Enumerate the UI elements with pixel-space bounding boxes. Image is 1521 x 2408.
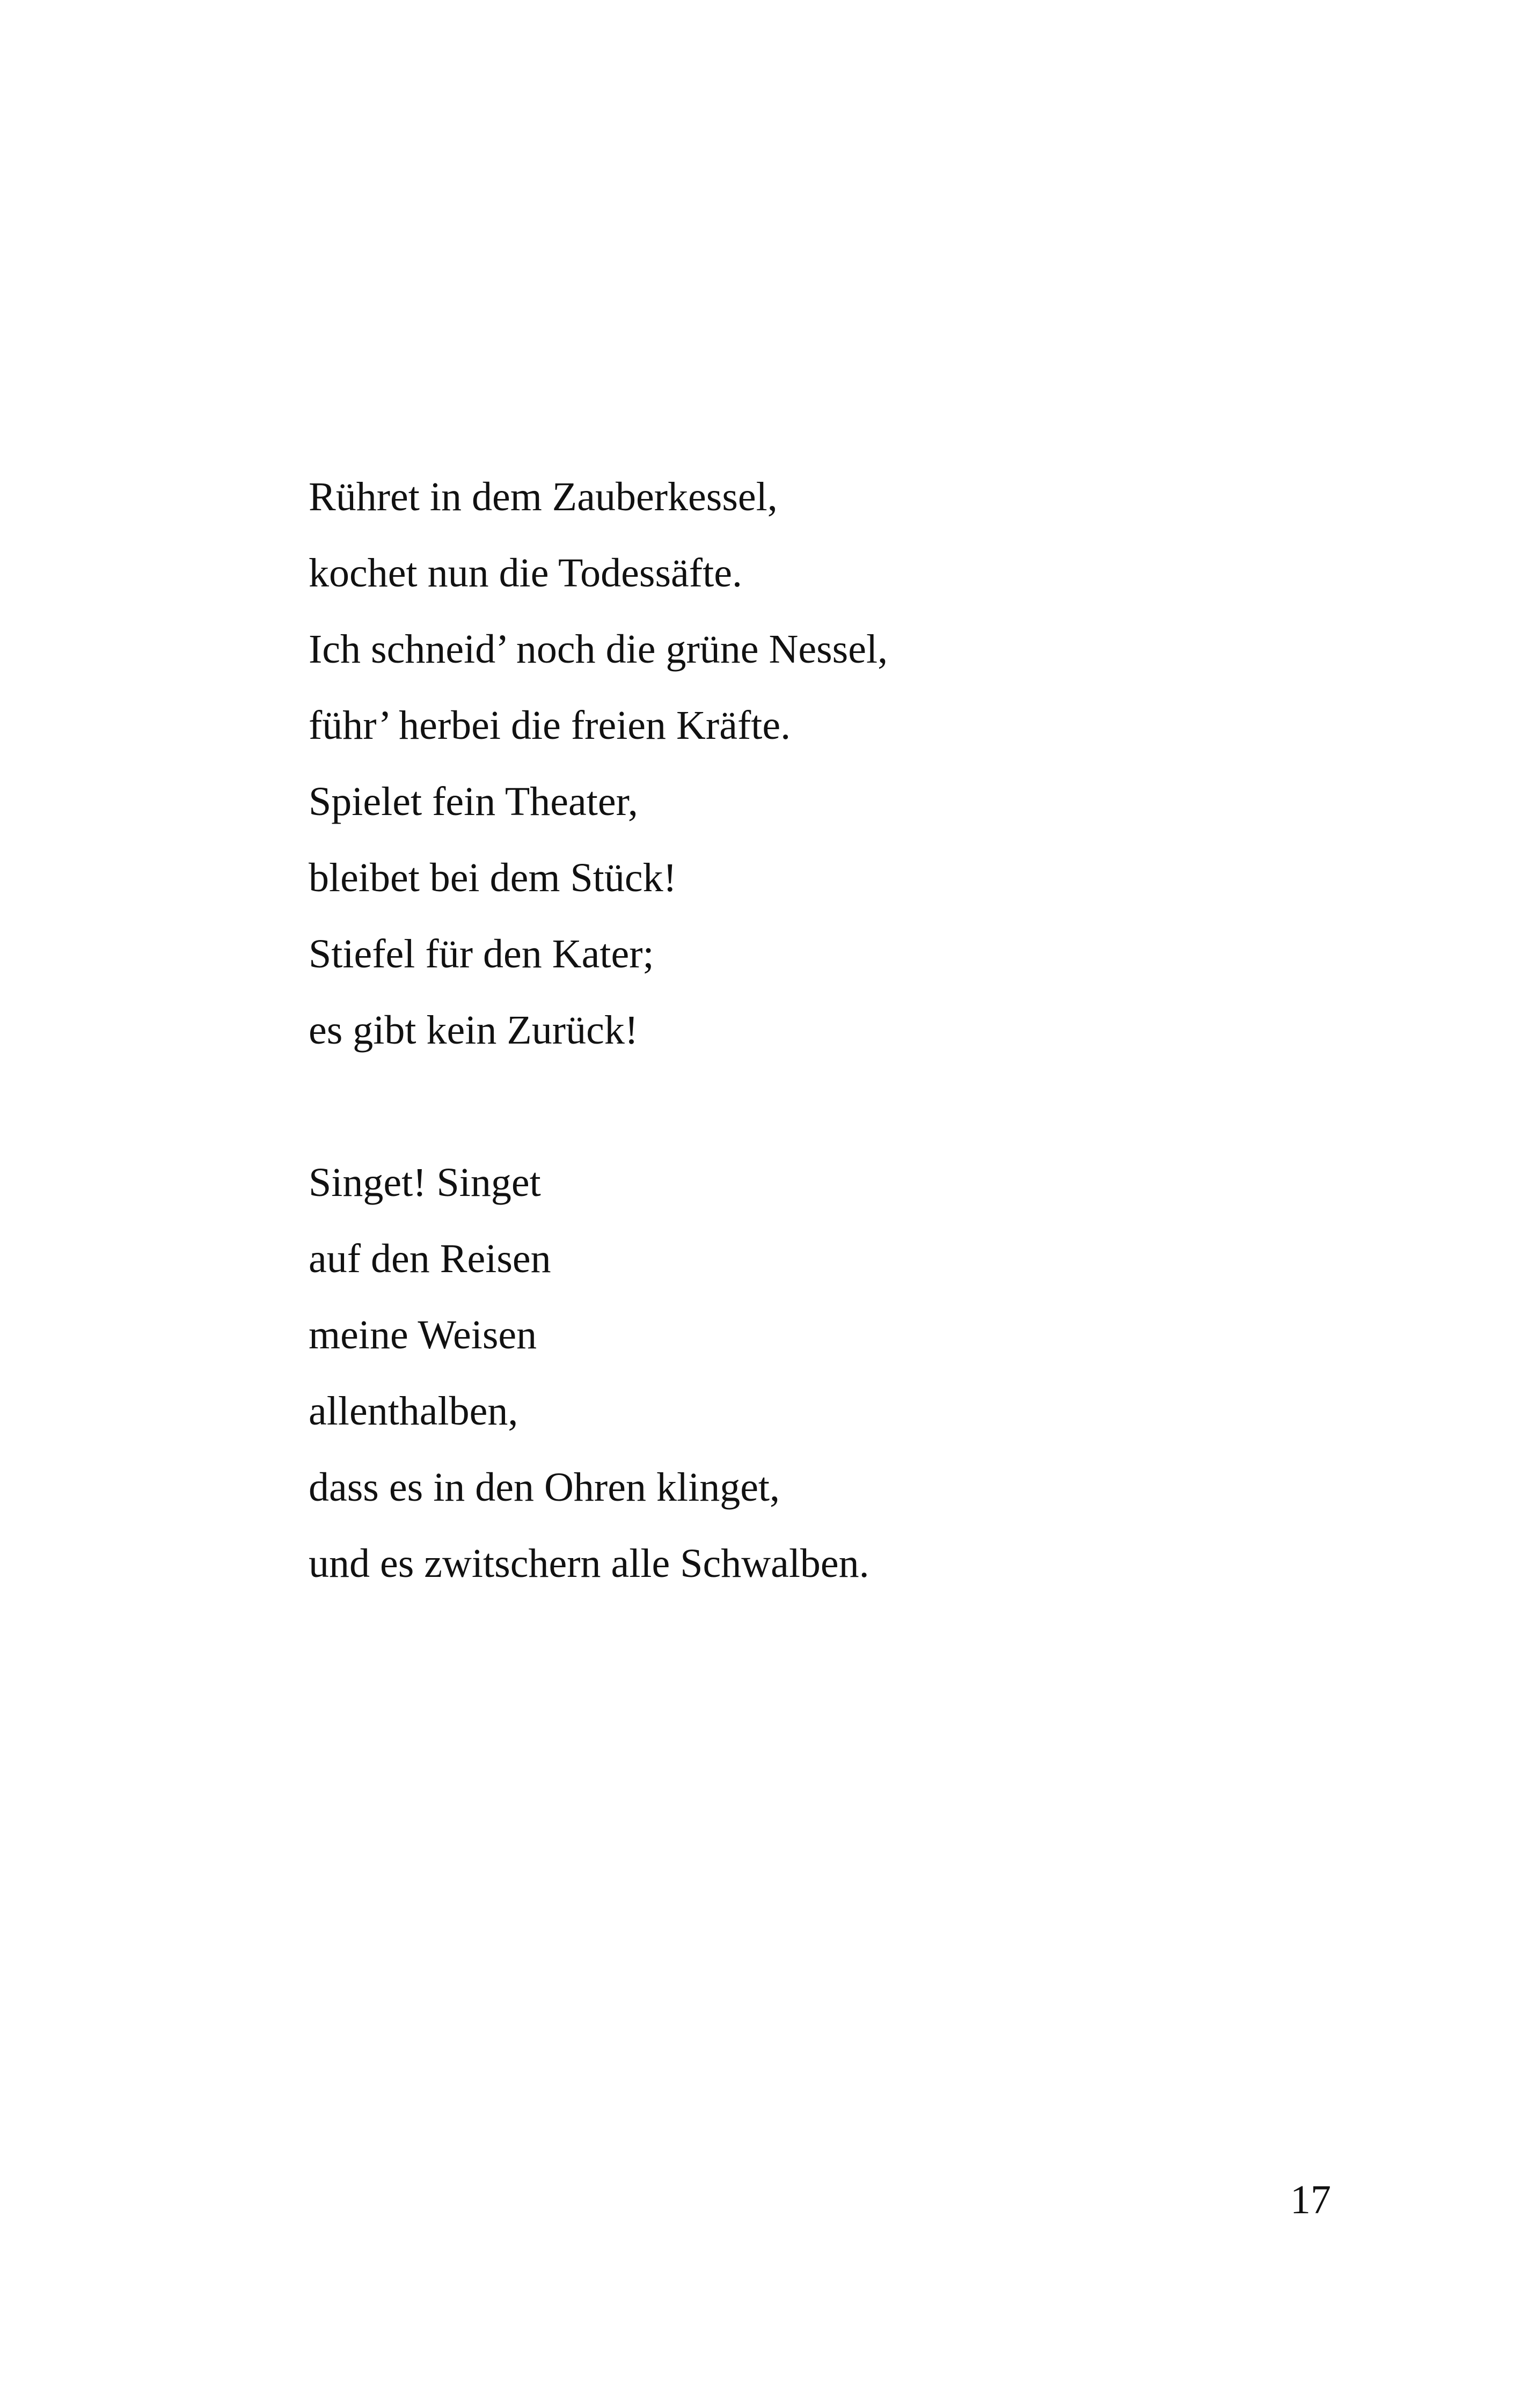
stanza-2 [309, 1144, 1382, 1602]
poem-line: meine Weisen [309, 1312, 537, 1357]
poem-line: Stiefel für den Kater; [309, 931, 654, 977]
poem-line: Singet! Singet [309, 1160, 541, 1205]
poem-line: Rühret in dem Zauberkessel, [309, 474, 778, 519]
poem-line: und es zwitschern alle Schwalben. [309, 1541, 869, 1586]
poem-line: es gibt kein Zurück! [309, 1008, 639, 1053]
poem-line: bleibet bei dem Stück! [309, 855, 677, 900]
poem-line: auf den Reisen [309, 1236, 551, 1281]
poem [309, 459, 1382, 1602]
poem-line: dass es in den Ohren klinget, [309, 1465, 780, 1510]
poem-line: kochet nun die Todessäfte. [309, 550, 742, 596]
poem-line: führ’ herbei die freien Kräfte. [309, 703, 791, 748]
poem-line: allenthalben, [309, 1389, 518, 1434]
poem-line: Spielet fein Theater, [309, 779, 638, 824]
poem-line: Ich schneid’ noch die grüne Nessel, [309, 627, 888, 672]
page-number: 17 [1290, 2177, 1331, 2222]
stanza-1 [309, 459, 1382, 1068]
